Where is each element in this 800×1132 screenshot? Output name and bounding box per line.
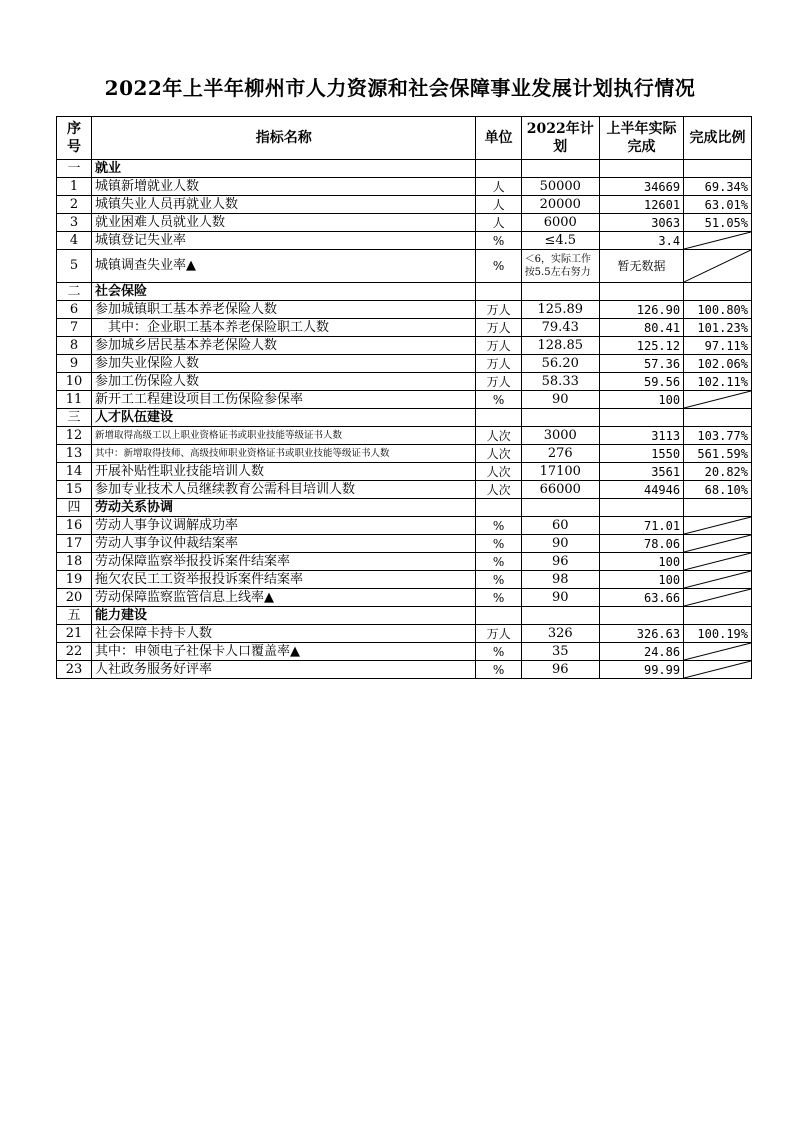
table-row xyxy=(57,553,752,571)
row-name: 城镇调查失业率▲ xyxy=(91,250,476,283)
row-pct: 561.59% xyxy=(684,445,752,463)
row-seq: 14 xyxy=(57,463,92,481)
row-unit: % xyxy=(476,232,521,250)
row-unit: % xyxy=(476,661,521,679)
row-name: 其中：新增取得技师、高级技师职业资格证书或职业技能等级证书人数 xyxy=(91,445,476,463)
row-unit: 万人 xyxy=(476,625,521,643)
row-seq: 7 xyxy=(57,319,92,337)
row-seq: 二 xyxy=(57,283,92,301)
row-unit: 万人 xyxy=(476,337,521,355)
row-plan: 79.43 xyxy=(521,319,599,337)
row-pct-na xyxy=(684,517,752,535)
row-actual xyxy=(599,160,683,178)
row-actual: 3063 xyxy=(599,214,683,232)
table-row xyxy=(57,301,752,319)
row-name: 参加专业技术人员继续教育公需科目培训人数 xyxy=(91,481,476,499)
row-pct: 102.06% xyxy=(684,355,752,373)
row-plan xyxy=(521,409,599,427)
row-seq: 13 xyxy=(57,445,92,463)
row-plan: 58.33 xyxy=(521,373,599,391)
row-unit: 人 xyxy=(476,196,521,214)
header-name: 指标名称 xyxy=(91,117,476,160)
table-row xyxy=(57,214,752,232)
row-pct: 69.34% xyxy=(684,178,752,196)
row-plan: 60 xyxy=(521,517,599,535)
table-row xyxy=(57,445,752,463)
table-body xyxy=(57,160,752,679)
row-actual: 12601 xyxy=(599,196,683,214)
table-row xyxy=(57,517,752,535)
row-unit: 万人 xyxy=(476,373,521,391)
row-plan xyxy=(521,160,599,178)
row-name: 城镇登记失业率 xyxy=(91,232,476,250)
row-seq: 11 xyxy=(57,391,92,409)
diagonal-slash xyxy=(684,535,751,552)
row-seq: 1 xyxy=(57,178,92,196)
table-row xyxy=(57,196,752,214)
row-unit: % xyxy=(476,589,521,607)
row-name: 拖欠农民工工资举报投诉案件结案率 xyxy=(91,571,476,589)
section-row xyxy=(57,409,752,427)
row-seq: 23 xyxy=(57,661,92,679)
row-name: 人才队伍建设 xyxy=(91,409,476,427)
execution-table xyxy=(56,116,752,679)
row-unit: % xyxy=(476,643,521,661)
row-name: 社会保险 xyxy=(91,283,476,301)
row-name: 能力建设 xyxy=(91,607,476,625)
row-seq: 20 xyxy=(57,589,92,607)
section-row xyxy=(57,160,752,178)
row-pct-na xyxy=(684,643,752,661)
row-name: 开展补贴性职业技能培训人数 xyxy=(91,463,476,481)
row-pct-na xyxy=(684,571,752,589)
row-name: 参加城乡居民基本养老保险人数 xyxy=(91,337,476,355)
row-pct: 101.23% xyxy=(684,319,752,337)
row-actual: 3.4 xyxy=(599,232,683,250)
row-actual: 326.63 xyxy=(599,625,683,643)
row-unit: % xyxy=(476,553,521,571)
table-row xyxy=(57,337,752,355)
row-actual: 3113 xyxy=(599,427,683,445)
row-unit xyxy=(476,160,521,178)
row-actual xyxy=(599,409,683,427)
row-actual xyxy=(599,283,683,301)
table-row xyxy=(57,463,752,481)
row-actual: 59.56 xyxy=(599,373,683,391)
row-actual xyxy=(599,499,683,517)
row-name: 新增取得高级工以上职业资格证书或职业技能等级证书人数 xyxy=(91,427,476,445)
row-seq: 5 xyxy=(57,250,92,283)
section-row xyxy=(57,283,752,301)
row-name: 其中：申领电子社保卡人口覆盖率▲ xyxy=(91,643,476,661)
row-pct: 103.77% xyxy=(684,427,752,445)
row-unit xyxy=(476,607,521,625)
row-pct: 100.19% xyxy=(684,625,752,643)
diagonal-slash xyxy=(684,517,751,534)
row-unit: 万人 xyxy=(476,301,521,319)
row-unit: % xyxy=(476,571,521,589)
row-plan xyxy=(521,250,599,283)
row-plan: ≤4.5 xyxy=(521,232,599,250)
table-row xyxy=(57,178,752,196)
row-actual: 57.36 xyxy=(599,355,683,373)
row-seq: 3 xyxy=(57,214,92,232)
plan-note: ＜6，实际工作按5.5左右努力 xyxy=(524,254,592,278)
diagonal-slash xyxy=(684,661,751,678)
table-row xyxy=(57,643,752,661)
row-plan: 90 xyxy=(521,535,599,553)
row-unit: 人次 xyxy=(476,427,521,445)
row-seq: 五 xyxy=(57,607,92,625)
table-row xyxy=(57,250,752,283)
row-pct: 97.11% xyxy=(684,337,752,355)
row-pct: 63.01% xyxy=(684,196,752,214)
row-name: 新开工工程建设项目工伤保险参保率 xyxy=(91,391,476,409)
row-plan: 128.85 xyxy=(521,337,599,355)
section-row xyxy=(57,607,752,625)
row-actual: 100 xyxy=(599,391,683,409)
row-unit: 人 xyxy=(476,178,521,196)
row-pct-na xyxy=(684,232,752,250)
row-actual: 3561 xyxy=(599,463,683,481)
row-actual: 126.90 xyxy=(599,301,683,319)
row-unit: 人次 xyxy=(476,445,521,463)
row-actual xyxy=(599,607,683,625)
row-actual: 63.66 xyxy=(599,589,683,607)
row-plan: 326 xyxy=(521,625,599,643)
table-row xyxy=(57,319,752,337)
row-pct: 20.82% xyxy=(684,463,752,481)
table-row xyxy=(57,481,752,499)
row-actual: 34669 xyxy=(599,178,683,196)
row-plan: 276 xyxy=(521,445,599,463)
row-actual: 99.99 xyxy=(599,661,683,679)
header-actual: 上半年实际完成 xyxy=(599,117,683,160)
row-pct-na xyxy=(684,391,752,409)
row-unit xyxy=(476,499,521,517)
row-pct xyxy=(684,409,752,427)
row-unit xyxy=(476,283,521,301)
row-name: 就业 xyxy=(91,160,476,178)
row-name: 劳动人事争议调解成功率 xyxy=(91,517,476,535)
table-row xyxy=(57,661,752,679)
table-row xyxy=(57,535,752,553)
row-actual: 125.12 xyxy=(599,337,683,355)
row-seq: 12 xyxy=(57,427,92,445)
row-unit: % xyxy=(476,391,521,409)
row-plan: 90 xyxy=(521,589,599,607)
table-row xyxy=(57,391,752,409)
row-pct: 68.10% xyxy=(684,481,752,499)
row-unit: 人次 xyxy=(476,463,521,481)
row-actual: 暂无数据 xyxy=(599,250,683,283)
row-actual: 100 xyxy=(599,571,683,589)
row-seq: 6 xyxy=(57,301,92,319)
row-seq: 19 xyxy=(57,571,92,589)
row-pct xyxy=(684,499,752,517)
row-pct-na xyxy=(684,535,752,553)
row-seq: 9 xyxy=(57,355,92,373)
row-seq: 15 xyxy=(57,481,92,499)
header-plan: 2022年计划 xyxy=(521,117,599,160)
table-row xyxy=(57,373,752,391)
row-plan: 6000 xyxy=(521,214,599,232)
row-name: 城镇失业人员再就业人数 xyxy=(91,196,476,214)
row-unit xyxy=(476,409,521,427)
row-pct xyxy=(684,607,752,625)
row-seq: 8 xyxy=(57,337,92,355)
row-actual: 78.06 xyxy=(599,535,683,553)
row-pct-na xyxy=(684,589,752,607)
row-unit: % xyxy=(476,517,521,535)
diagonal-slash xyxy=(684,391,751,408)
row-plan: 125.89 xyxy=(521,301,599,319)
diagonal-slash xyxy=(684,643,751,660)
row-seq: 四 xyxy=(57,499,92,517)
row-seq: 10 xyxy=(57,373,92,391)
row-seq: 21 xyxy=(57,625,92,643)
row-plan: 56.20 xyxy=(521,355,599,373)
row-unit: 万人 xyxy=(476,319,521,337)
row-plan: 3000 xyxy=(521,427,599,445)
row-actual: 1550 xyxy=(599,445,683,463)
row-seq: 4 xyxy=(57,232,92,250)
row-seq: 18 xyxy=(57,553,92,571)
row-pct xyxy=(684,160,752,178)
row-name: 劳动保障监察举报投诉案件结案率 xyxy=(91,553,476,571)
diagonal-slash xyxy=(684,553,751,570)
row-unit: 人次 xyxy=(476,481,521,499)
row-plan: 35 xyxy=(521,643,599,661)
table-row xyxy=(57,571,752,589)
row-name: 参加城镇职工基本养老保险人数 xyxy=(91,301,476,319)
row-plan: 96 xyxy=(521,661,599,679)
row-name: 劳动保障监察监管信息上线率▲ xyxy=(91,589,476,607)
row-unit: 人 xyxy=(476,214,521,232)
diagonal-slash xyxy=(684,250,751,282)
table-row xyxy=(57,625,752,643)
row-name: 参加失业保险人数 xyxy=(91,355,476,373)
row-pct xyxy=(684,283,752,301)
row-name: 劳动关系协调 xyxy=(91,499,476,517)
header-seq: 序号 xyxy=(57,117,92,160)
row-seq: 22 xyxy=(57,643,92,661)
row-name: 参加工伤保险人数 xyxy=(91,373,476,391)
table-row xyxy=(57,589,752,607)
row-seq: 三 xyxy=(57,409,92,427)
row-plan: 20000 xyxy=(521,196,599,214)
row-plan: 17100 xyxy=(521,463,599,481)
row-plan: 98 xyxy=(521,571,599,589)
row-actual: 100 xyxy=(599,553,683,571)
row-name: 城镇新增就业人数 xyxy=(91,178,476,196)
row-pct-na xyxy=(684,661,752,679)
row-unit: % xyxy=(476,535,521,553)
row-plan: 66000 xyxy=(521,481,599,499)
row-actual: 44946 xyxy=(599,481,683,499)
header-pct: 完成比例 xyxy=(684,117,752,160)
row-plan: 50000 xyxy=(521,178,599,196)
row-name: 劳动人事争议仲裁结案率 xyxy=(91,535,476,553)
row-seq: 2 xyxy=(57,196,92,214)
row-seq: 17 xyxy=(57,535,92,553)
row-name: 其中：企业职工基本养老保险职工人数 xyxy=(91,319,476,337)
diagonal-slash xyxy=(684,589,751,606)
row-unit: % xyxy=(476,250,521,283)
table-row xyxy=(57,232,752,250)
page-title: 2022年上半年柳州市人力资源和社会保障事业发展计划执行情况 xyxy=(104,76,696,100)
row-pct: 100.80% xyxy=(684,301,752,319)
row-plan xyxy=(521,499,599,517)
row-seq: 16 xyxy=(57,517,92,535)
row-name: 人社政务服务好评率 xyxy=(91,661,476,679)
diagonal-slash xyxy=(684,571,751,588)
row-seq: 一 xyxy=(57,160,92,178)
row-pct: 102.11% xyxy=(684,373,752,391)
table-row xyxy=(57,355,752,373)
diagonal-slash xyxy=(684,232,751,249)
row-plan xyxy=(521,607,599,625)
row-pct-na xyxy=(684,553,752,571)
row-name: 社会保障卡持卡人数 xyxy=(91,625,476,643)
row-actual: 71.01 xyxy=(599,517,683,535)
row-plan: 96 xyxy=(521,553,599,571)
row-plan xyxy=(521,283,599,301)
row-unit: 万人 xyxy=(476,355,521,373)
row-pct: 51.05% xyxy=(684,214,752,232)
header-unit: 单位 xyxy=(476,117,521,160)
section-row xyxy=(57,499,752,517)
table-header-row xyxy=(57,117,752,160)
table-row xyxy=(57,427,752,445)
row-name: 就业困难人员就业人数 xyxy=(91,214,476,232)
row-actual: 24.86 xyxy=(599,643,683,661)
row-plan: 90 xyxy=(521,391,599,409)
row-pct-na xyxy=(684,250,752,283)
row-actual: 80.41 xyxy=(599,319,683,337)
